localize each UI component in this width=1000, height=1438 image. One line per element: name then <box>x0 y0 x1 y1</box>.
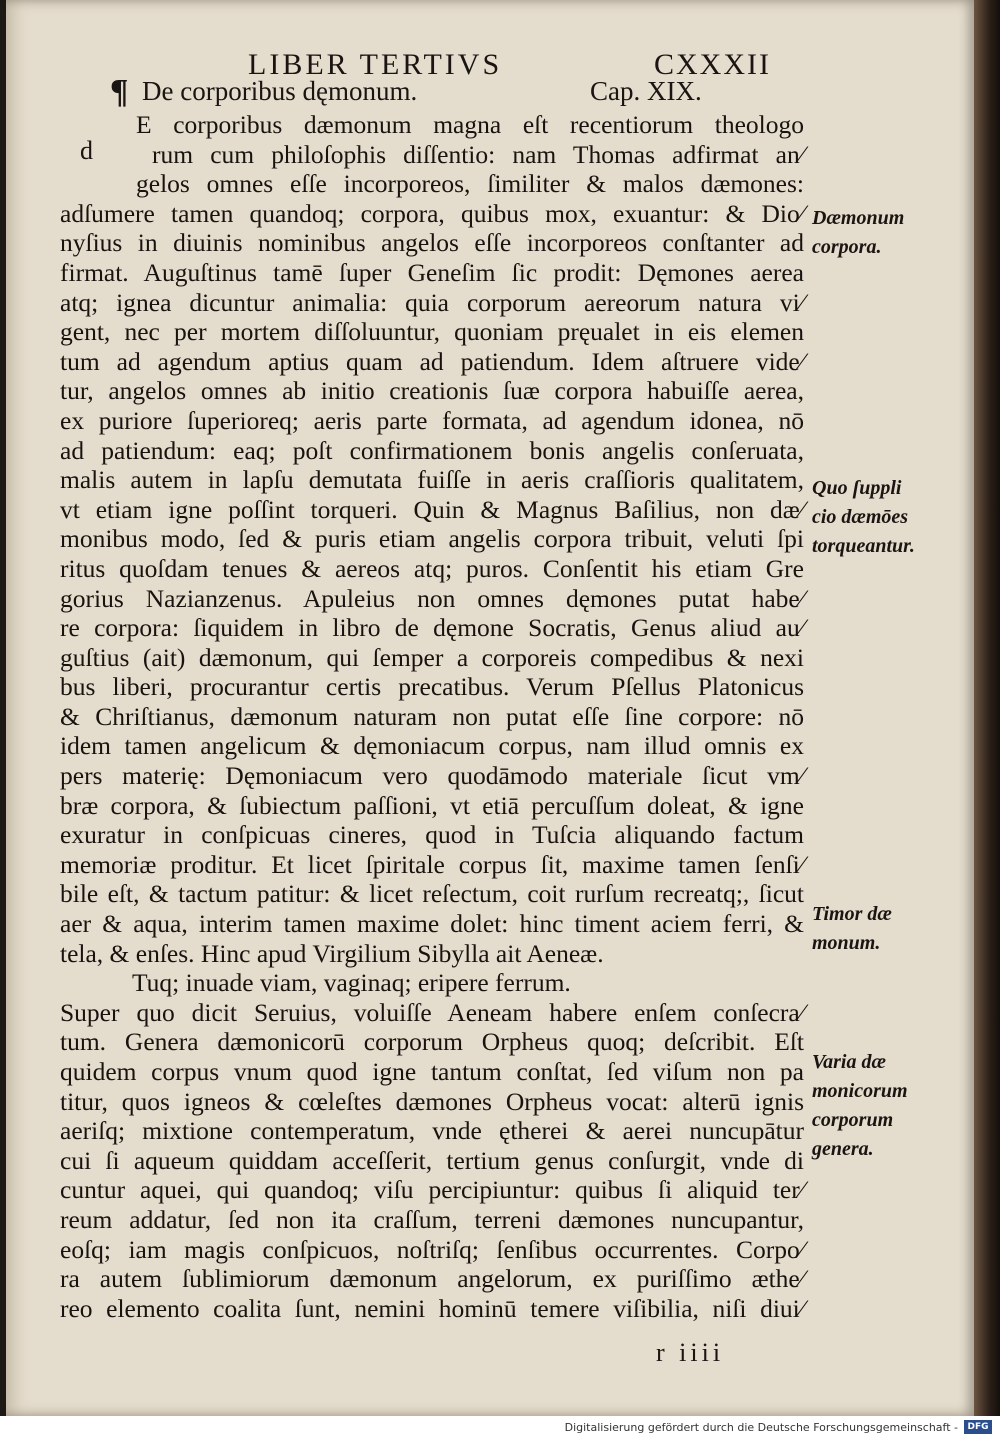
text-line: vt etiam igne poſſint torqueri. Quin & Magnus Baſilius, non dæ⁄ <box>60 494 804 524</box>
text-line: aer & aqua, interim tamen maxime dolet: hinc timent aciem ferri, & <box>60 909 804 939</box>
text-line: malis autem in lapſu demutata fuiſſe in aeris craſſioris qualitatem, <box>60 465 804 495</box>
text-line: adſumere tamen quandoq; corpora, quibus mox, exuantur: & Dio⁄ <box>60 198 804 228</box>
book-page <box>6 0 974 1416</box>
text-line: ritus quoſdam tenues & aereos atq; puros. Conſentit his etiam Gre <box>60 553 804 583</box>
text-line: tum ad agendum aptius quam ad patiendum. Idem aſtruere vide⁄ <box>60 346 804 376</box>
text-line: rum cum philoſophis diſſentio: nam Thomas adfirmat an⁄ <box>152 139 804 169</box>
guide-letter: d <box>80 136 93 165</box>
margin-note: Quo ſuppli cio dæmōes torqueantur. <box>812 477 915 557</box>
text-line: pers materię: Dęmoniacum vero quodāmodo materiale ſicut vm⁄ <box>60 761 804 791</box>
text-line: E corporibus dæmonum magna eſt recentiorum theologo <box>136 110 804 139</box>
text-line: re corpora: ſiquidem in libro de dęmone Socratis, Genus aliud au⁄ <box>60 613 804 643</box>
text-line: bile eſt, & tactum patitur: & licet reſectum, coit rurſum recreatq;, ſicut <box>60 879 804 909</box>
folio-number: CXXXII <box>654 48 771 81</box>
text-line: memoriæ proditur. Et licet ſpiritale corpus ſit, maxime tamen ſenſi⁄ <box>60 849 804 879</box>
text-line: bus liberi, procurantur certis precatibus. Verum Pſellus Platonicus <box>60 672 804 702</box>
pilcrow-mark: ¶ <box>110 73 129 110</box>
text-line: tum. Genera dæmonicorū corporum Orpheus quoq; deſcribit. Eſt <box>60 1027 804 1057</box>
text-line: idem tamen angelicum & dęmoniacum corpus, nam illud omnis ex <box>60 731 804 761</box>
text-line: firmat. Auguſtinus tamē ſuper Geneſim ſic prodit: Dęmones aerea <box>60 257 804 287</box>
text-line: Super quo dicit Seruius, voluiſſe Aeneam habere enſem conſecra⁄ <box>60 997 804 1027</box>
dfg-logo-icon: DFG <box>964 1420 992 1434</box>
text-line: atq; ignea dicuntur animalia: quia corporum aereorum natura vi⁄ <box>60 287 804 317</box>
text-line: ex puriore ſuperioreq; aeris parte formata, ad agendum idonea, nō <box>60 405 804 435</box>
text-line: quidem corpus vnum quod igne tantum conſtat, ſed viſum non pa <box>60 1057 804 1086</box>
text-line: gelos omnes eſſe incorporeos, ſimiliter & malos dæmones: <box>136 169 804 199</box>
text-line: titur, quos igneos & cœleſtes dæmones Orpheus vocat: alterū ignis <box>60 1086 804 1116</box>
text-line: & Chriſtianus, dæmonum naturam non putat eſſe ſine corpore: nō <box>60 701 804 731</box>
text-line: Tuq; inuade viam, vaginaq; eripere ferrum. <box>132 968 571 998</box>
chapter-number: Cap. XIX. <box>590 76 702 106</box>
text-line: nyſius in diuinis nominibus angelos eſſe incorporeos conſtanter ad <box>60 228 804 258</box>
text-line: tela, & enſes. Hinc apud Virgilium Sibylla ait Aeneæ. <box>60 938 604 968</box>
text-line: reo elemento coalita ſunt, nemini hominū temere viſibilia, niſi diui⁄ <box>60 1293 804 1323</box>
margin-note: Timor dæ monum. <box>812 903 892 954</box>
body-text <box>60 110 804 1323</box>
text-line: ad patiendum: eaq; poſt confirmationem bonis angelis conſeruata, <box>60 435 804 465</box>
text-line: cui ſi aqueum quiddam acceſſerit, tertium genus conſurgit, vnde di <box>60 1145 804 1175</box>
text-line: gorius Nazianzenus. Apuleius non omnes dęmones putat habe⁄ <box>60 583 804 613</box>
running-title: LIBER TERTIVS <box>248 48 503 81</box>
text-line: aeriſq; mixtione contemperatum, vnde ętherei & aerei nuncupātur <box>60 1116 804 1146</box>
footer-credit: Digitalisierung gefördert durch die Deutsche Forschungsgemeinschaft - <box>564 1421 958 1434</box>
book-edge <box>974 0 1000 1416</box>
margin-note: Dæmonum corpora. <box>812 207 905 258</box>
text-line: guſtius (ait) dæmonum, qui ſemper a corporeis compedibus & nexi <box>60 642 804 672</box>
text-line: bræ corpora, & ſubiectum paſſioni, vt etiā percuſſum doleat, & igne <box>60 790 804 820</box>
text-line: exuratur in conſpicuas cineres, quod in Tuſcia aliquando factum <box>60 820 804 850</box>
text-line: eoſq; iam magis conſpicuos, noſtriſq; ſenſibus occurrentes. Corpo⁄ <box>60 1234 804 1264</box>
footer-bar <box>0 1416 1000 1438</box>
signature-mark: r iiii <box>656 1338 725 1367</box>
text-line: cuntur aquei, qui quandoq; viſu percipiuntur: quibus ſi aliquid ter⁄ <box>60 1175 804 1205</box>
text-line: gent, nec per mortem diſſoluuntur, quoniam pręualet in eis elemen <box>60 317 804 347</box>
text-line: monibus modo, ſed & puris etiam angelis corpora tribuit, veluti ſpi <box>60 524 804 554</box>
chapter-title: De corporibus dęmonum. <box>142 76 418 106</box>
text-line: ra autem ſublimiorum dæmonum angelorum, ex puriſſimo æthe⁄ <box>60 1264 804 1294</box>
text-line: reum addatur, ſed non ita craſſum, terreni dæmones nuncupantur, <box>60 1204 804 1234</box>
margin-note: Varia dæ monicorum corporum genera. <box>812 1051 908 1160</box>
text-line: tur, angelos omnes ab initio creationis ſuæ corpora habuiſſe aerea, <box>60 376 804 406</box>
